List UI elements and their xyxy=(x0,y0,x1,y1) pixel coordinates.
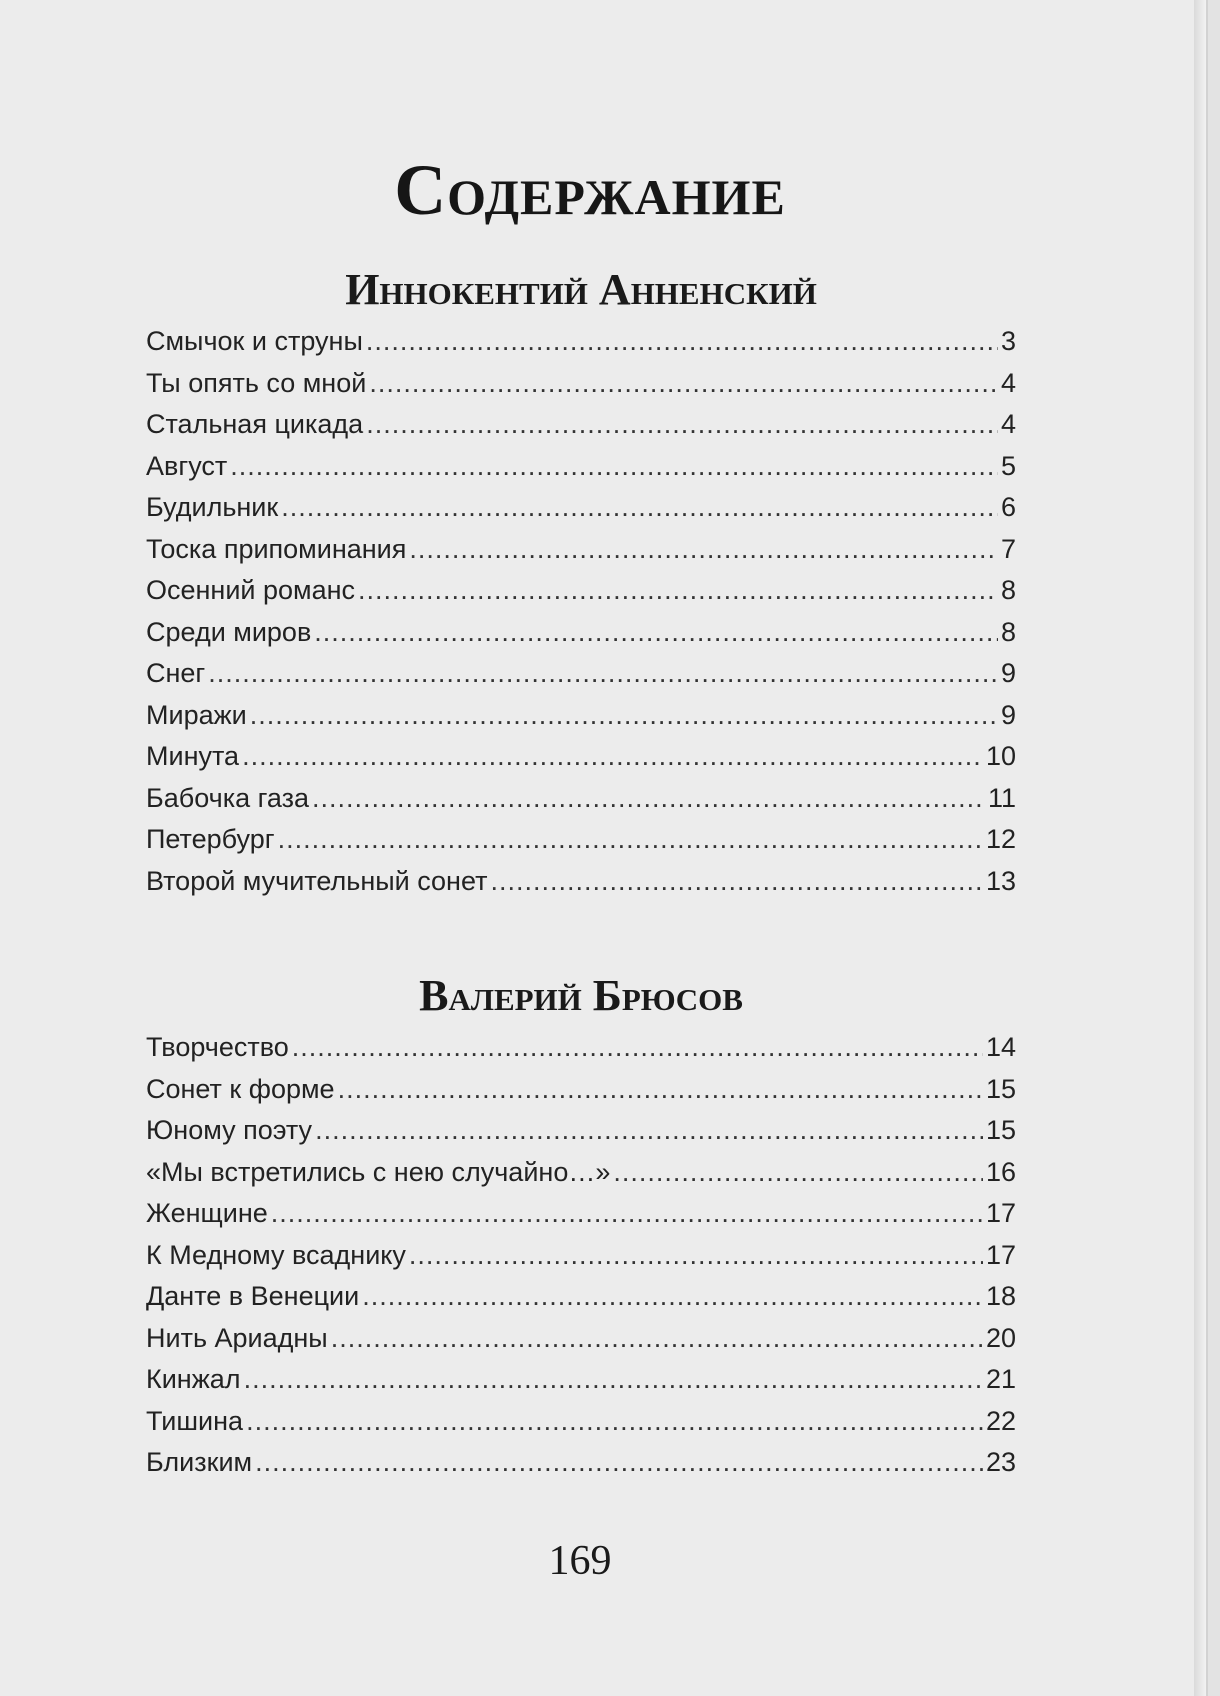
toc-entry[interactable] xyxy=(146,653,1016,695)
toc-entry-title: Данте в Венеции xyxy=(146,1281,360,1311)
toc-entry-page: 16 xyxy=(985,1156,1016,1187)
toc-entry[interactable] xyxy=(146,529,1016,571)
toc-entry-page: 13 xyxy=(985,865,1016,896)
toc-entry-title: «Мы встретились с нею случайно…» xyxy=(146,1156,611,1187)
toc-section-annensky xyxy=(146,264,1016,902)
toc-entry[interactable] xyxy=(146,487,1016,529)
toc-entry[interactable] xyxy=(146,446,1016,488)
toc-entry-title: Петербург xyxy=(146,824,275,854)
dot-leader xyxy=(246,1401,983,1443)
dot-leader xyxy=(230,446,998,488)
dot-leader xyxy=(278,819,983,861)
toc-entry[interactable] xyxy=(146,321,1016,363)
toc-entry[interactable] xyxy=(146,1110,1016,1152)
page-number: 169 xyxy=(548,1538,612,1584)
toc-entry[interactable] xyxy=(146,861,1016,903)
dot-leader xyxy=(292,1027,983,1069)
toc-entry-title: Смычок и струны xyxy=(146,326,363,356)
toc-entry-title: Будильник xyxy=(146,492,279,522)
dot-leader xyxy=(490,861,983,903)
dot-leader xyxy=(331,1318,983,1360)
toc-entry-page: 8 xyxy=(1000,616,1016,647)
toc-entry-page: 3 xyxy=(1000,326,1016,356)
dot-leader xyxy=(242,736,983,778)
page-edge xyxy=(1194,0,1206,1696)
toc-entry-page: 6 xyxy=(1000,492,1016,522)
toc-entry[interactable] xyxy=(146,736,1016,778)
dot-leader xyxy=(358,570,998,612)
toc-entry[interactable] xyxy=(146,1442,1016,1484)
page-title: Содержание xyxy=(394,150,786,230)
toc-list xyxy=(146,321,1016,902)
toc-entry-title: Близким xyxy=(146,1447,253,1477)
toc-entry-page: 22 xyxy=(985,1405,1016,1436)
toc-entry[interactable] xyxy=(146,1235,1016,1277)
toc-entry-title: Стальная цикада xyxy=(146,409,364,439)
toc-entry-title: Творчество xyxy=(146,1032,289,1062)
toc-entry-page: 15 xyxy=(985,1115,1016,1145)
toc-entry[interactable] xyxy=(146,1276,1016,1318)
toc-entry-page: 23 xyxy=(985,1447,1016,1477)
toc-entry-title: Осенний романс xyxy=(146,575,356,605)
toc-entry-title: Среди миров xyxy=(146,616,312,647)
dot-leader xyxy=(315,1110,983,1152)
toc-entry-title: Кинжал xyxy=(146,1364,241,1394)
toc-entry-title: К Медному всаднику xyxy=(146,1239,406,1270)
toc-entry[interactable] xyxy=(146,404,1016,446)
toc-entry[interactable] xyxy=(146,612,1016,654)
toc-entry-title: Тоска припоминания xyxy=(146,533,407,564)
toc-entry-title: Второй мучительный сонет xyxy=(146,865,488,896)
toc-entry[interactable] xyxy=(146,570,1016,612)
dot-leader xyxy=(271,1193,983,1235)
toc-entry-page: 4 xyxy=(1000,367,1016,398)
toc-entry-page: 14 xyxy=(985,1032,1016,1062)
dot-leader xyxy=(409,529,998,571)
author-heading: Валерий Брюсов xyxy=(419,971,743,1020)
toc-entry-page: 18 xyxy=(985,1281,1016,1311)
toc-entry-title: Миражи xyxy=(146,699,247,730)
dot-leader xyxy=(369,363,998,405)
toc-entry[interactable] xyxy=(146,819,1016,861)
toc-entry[interactable] xyxy=(146,1152,1016,1194)
toc-entry[interactable] xyxy=(146,1401,1016,1443)
toc-entry-page: 9 xyxy=(1000,658,1016,688)
dot-leader xyxy=(314,612,998,654)
toc-entry[interactable] xyxy=(146,778,1016,820)
dot-leader xyxy=(338,1069,983,1111)
toc-entry[interactable] xyxy=(146,1359,1016,1401)
toc-entry-page: 11 xyxy=(987,782,1016,813)
toc-entry-page: 5 xyxy=(1000,450,1016,481)
author-heading: Иннокентий Анненский xyxy=(345,265,817,314)
toc-entry-title: Август xyxy=(146,450,228,481)
dot-leader xyxy=(409,1235,983,1277)
toc-entry[interactable] xyxy=(146,1027,1016,1069)
toc-entry-title: Тишина xyxy=(146,1405,244,1436)
dot-leader xyxy=(250,695,998,737)
toc-entry-title: Сонет к форме xyxy=(146,1073,335,1104)
dot-leader xyxy=(613,1152,983,1194)
dot-leader xyxy=(281,487,998,529)
toc-entry-page: 9 xyxy=(1000,699,1016,730)
toc-entry-title: Бабочка газа xyxy=(146,782,309,813)
toc-entry-title: Ты опять со мной xyxy=(146,367,367,398)
toc-entry-page: 17 xyxy=(985,1239,1016,1270)
toc-section-bryusov xyxy=(146,970,1016,1484)
toc-entry[interactable] xyxy=(146,1318,1016,1360)
toc-entry-page: 15 xyxy=(985,1073,1016,1104)
dot-leader xyxy=(244,1359,983,1401)
toc-entry-page: 17 xyxy=(985,1198,1016,1228)
dot-leader xyxy=(255,1442,983,1484)
dot-leader xyxy=(366,321,998,363)
toc-entry-title: Нить Ариадны xyxy=(146,1322,328,1353)
toc-entry[interactable] xyxy=(146,695,1016,737)
toc-entry-title: Минута xyxy=(146,741,240,771)
toc-entry-title: Юному поэту xyxy=(146,1115,313,1145)
toc-entry-page: 8 xyxy=(1000,575,1016,605)
toc-list xyxy=(146,1027,1016,1484)
toc-entry[interactable] xyxy=(146,1193,1016,1235)
toc-entry-page: 21 xyxy=(985,1364,1016,1394)
dot-leader xyxy=(312,778,985,820)
toc-entry-title: Снег xyxy=(146,658,206,688)
toc-entry[interactable] xyxy=(146,363,1016,405)
toc-entry-page: 20 xyxy=(985,1322,1016,1353)
dot-leader xyxy=(208,653,998,695)
toc-entry-page: 12 xyxy=(985,824,1016,854)
toc-entry-title: Женщине xyxy=(146,1198,268,1228)
toc-entry-page: 7 xyxy=(1000,533,1016,564)
dot-leader xyxy=(366,404,998,446)
dot-leader xyxy=(362,1276,983,1318)
toc-entry[interactable] xyxy=(146,1069,1016,1111)
toc-entry-page: 4 xyxy=(1000,409,1016,439)
toc-entry-page: 10 xyxy=(985,741,1016,771)
